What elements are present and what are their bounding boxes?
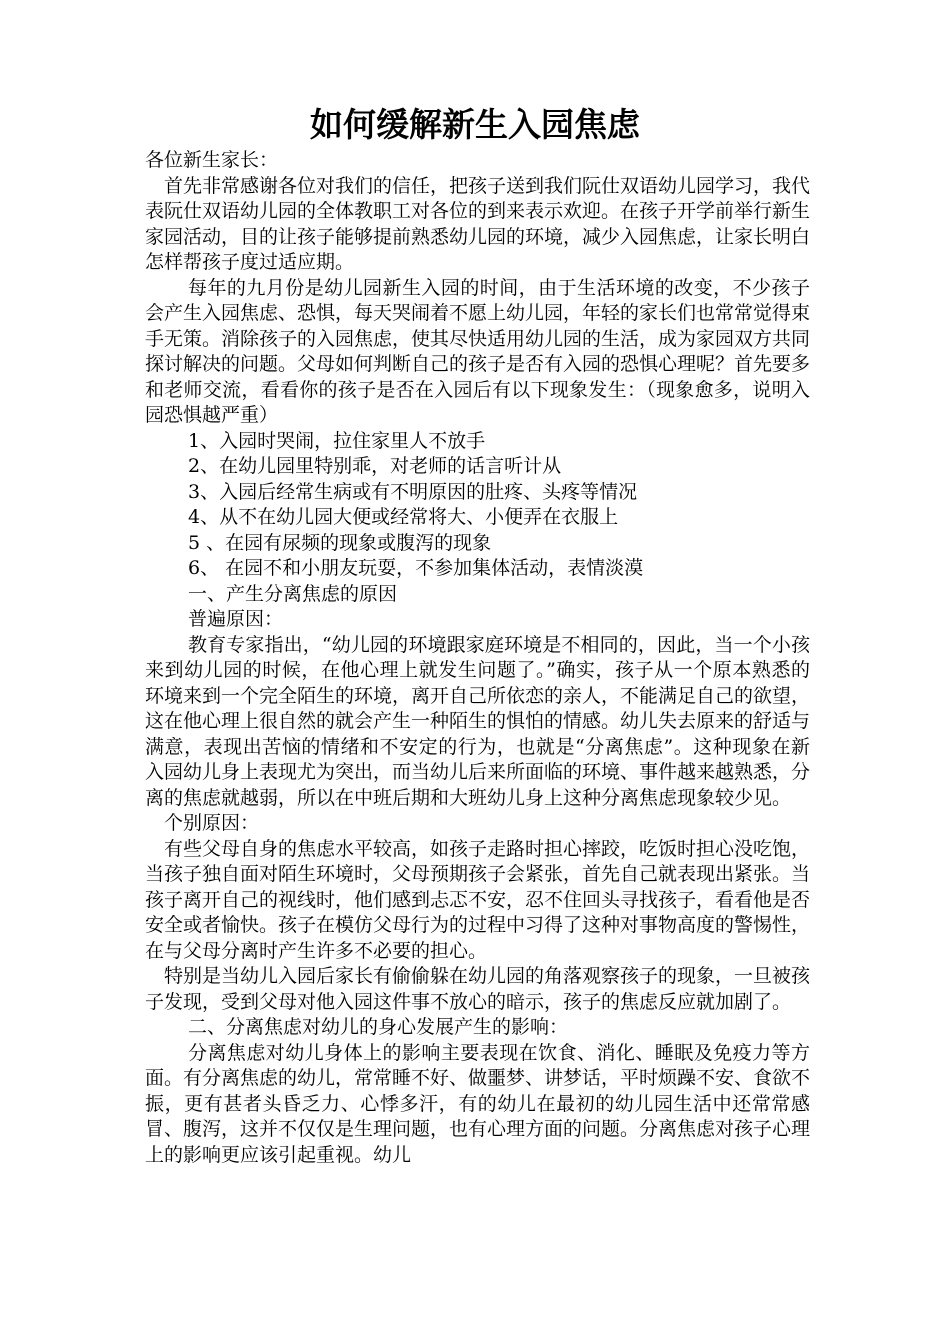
paragraph-general-causes: 教育专家指出，“幼儿园的环境跟家庭环境是不相同的，因此，当一个小孩来到幼儿园的时候，在他心理上就发生问题了。”确实，孩子从一个原本熟悉的环境来到一个完全陌生的环境，离开自己所依恋的亲人，不能满足自己的欲望，这在他心理上很自然的就会产生一种陌生的惧怕的情感。幼儿失去原来的舒适与满意，表现出苦恼的情绪和不安定的行为，也就是“分离焦虑”。这种现象在新入园幼儿身上表现尤为突出，而当幼儿后来所面临的环境、事件越来越熟悉，分离的焦虑就越弱，所以在中班后期和大班幼儿身上这种分离焦虑现象较少见。 [145,633,811,809]
subheading-general-causes: 普遍原因： [188,608,284,630]
paragraph-hiding-parents: 特别是当幼儿入园后家长有偷偷躲在幼儿园的角落观察孩子的现象，一旦被孩子发现，受到父母对他入园这件事不放心的暗示，孩子的焦虑反应就加剧了。 [145,965,811,1013]
list-item: 1、入园时哭闹，拉住家里人不放手 [188,429,486,452]
subheading-individual-causes: 个别原因： [164,812,260,834]
paragraph-effects: 分离焦虑对幼儿身体上的影响主要表现在饮食、消化、睡眠及免疫力等方面。有分离焦虑的幼儿，常常睡不好、做噩梦、讲梦话，平时烦躁不安、食欲不振，更有甚者头昏乏力、心悸多汗，有的幼儿在最初的幼儿园生活中还常常感冒、腹泻，这并不仅仅是生理问题，也有心理方面的问题。分离焦虑对孩子心理上的影响更应该引起重视。幼儿 [145,1041,811,1166]
paragraph-welcome: 首先非常感谢各位对我们的信任，把孩子送到我们阮仕双语幼儿园学习，我代表阮仕双语幼儿园的全体教职工对各位的到来表示欢迎。在孩子开学前举行新生家园活动，目的让孩子能够提前熟悉幼儿园的环境，减少入园焦虑，让家长明白怎样帮孩子度过适应期。 [145,174,811,273]
list-item: 2、在幼儿园里特别乖，对老师的话言听计从 [188,455,562,477]
list-item: 6、 在园不和小朋友玩耍，不参加集体活动，表情淡漠 [188,557,644,579]
paragraph-individual-causes: 有些父母自身的焦虑水平较高，如孩子走路时担心摔跤，吃饭时担心没吃饱，当孩子独自面对陌生环境时，父母预期孩子会紧张，首先自己就表现出紧张。当孩子离开自己的视线时，他们感到忐忑不安，忍不住回头寻找孩子，看看他是否安全或者愉快。孩子在模仿父母行为的过程中习得了这种对事物高度的警惕性，在与父母分离时产生许多不必要的担心。 [145,837,811,962]
section-heading: 一、产生分离焦虑的原因 [188,582,398,605]
salutation: 各位新生家长： [145,149,279,171]
document-body [145,148,810,1168]
section-heading: 二、分离焦虑对幼儿的身心发展产生的影响： [188,1016,569,1038]
paragraph-intro: 每年的九月份是幼儿园新生入园的时间，由于生活环境的改变，不少孩子会产生入园焦虑、恐惧，每天哭闹着不愿上幼儿园，年轻的家长们也常常觉得束手无策。消除孩子的入园焦虑，使其尽快适用幼儿园的生活，成为家园双方共同探讨解决的问题。父母如何判断自己的孩子是否有入园的恐惧心理呢？首先要多和老师交流，看看你的孩子是否在入园后有以下现象发生：（现象愈多，说明入园恐惧越严重） [145,276,811,426]
list-item: 5 、在园有尿频的现象或腹泻的现象 [188,531,492,554]
list-item: 4、从不在幼儿园大便或经常将大、小便弄在衣服上 [188,506,619,528]
list-item: 3、入园后经常生病或有不明原因的肚疼、头疼等情况 [188,480,638,503]
document-title: 如何缓解新生入园焦虑 [310,105,640,144]
